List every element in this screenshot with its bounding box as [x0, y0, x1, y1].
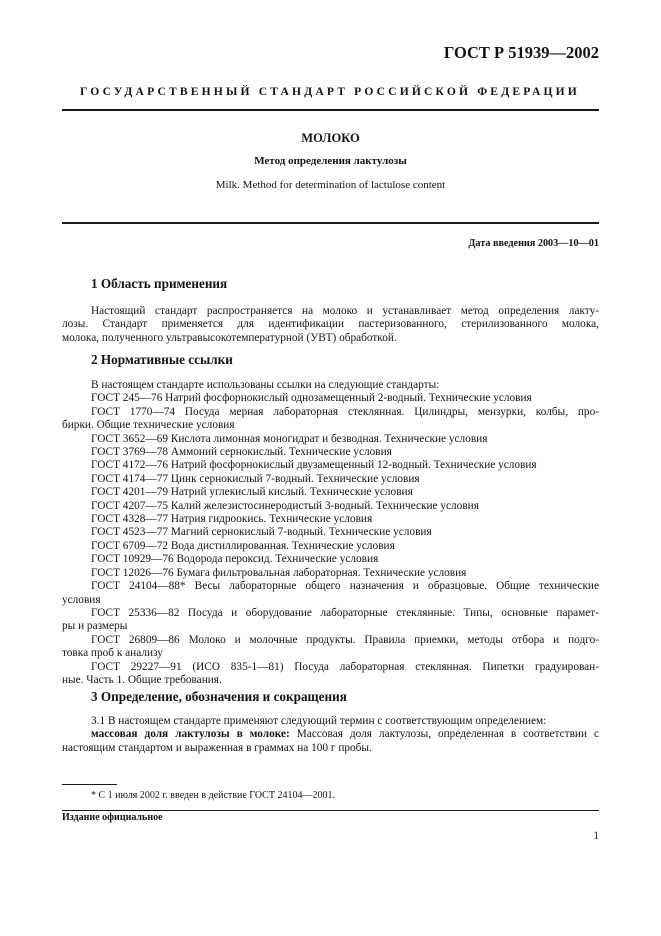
standard-number: ГОСТ Р 51939—2002 [443, 43, 599, 62]
reference-item: ГОСТ 6709—72 Вода дистиллированная. Технические условия [91, 539, 395, 552]
defined-term: массовая доля лактулозы в молоке: [91, 728, 290, 741]
text-line: молока, полученного ультравысокотемпературной (УВТ) обработкой. [62, 331, 397, 344]
references-list [62, 379, 599, 687]
document-subtitle: Метод определения лактулозы [254, 155, 407, 167]
document-title: МОЛОКО [301, 131, 360, 145]
page-number: 1 [593, 830, 599, 842]
section-heading-references: 2 Нормативные ссылки [91, 352, 233, 367]
section-definitions-text [62, 715, 599, 755]
document-title-english: Milk. Method for determination of lactulose content [215, 179, 446, 191]
reference-item: ГОСТ 3652—69 Кислота лимонная моногидрат и безводная. Технические условия [91, 432, 488, 445]
reference-item: ГОСТ 4328—77 Натрия гидроокись. Технические условия [91, 513, 373, 526]
footnote: * С 1 июля 2002 г. введен в действие ГОСТ 24104—2001. [91, 790, 335, 801]
reference-item: ГОСТ 26809—86 Молоко и молочные продукты. Правила приемки, методы отбора и подго- товка проб к анализу [62, 633, 599, 660]
reference-item: ГОСТ 1770—74 Посуда мерная лабораторная стеклянная. Цилиндры, мензурки, колбы, про- бирки. Общие технические условия [62, 405, 599, 432]
section-heading-scope: 1 Область применения [91, 276, 228, 291]
reference-item: ГОСТ 4201—79 Натрий углекислый кислый. Технические условия [91, 486, 413, 499]
reference-item: ГОСТ 29227—91 (ИСО 835-1—81) Посуда лабораторная стеклянная. Пипетки градуирован- ные. Часть 1. Общие требования. [62, 660, 599, 686]
reference-item: ГОСТ 4207—75 Калий железистосинеродистый 3-водный. Технические условия [91, 499, 479, 512]
edition-label: Издание официальное [62, 812, 163, 823]
header-rule [62, 109, 599, 111]
reference-item: ГОСТ 3769—78 Аммоний сернокислый. Технические условия [91, 446, 392, 459]
text-line: Настоящий стандарт распространяется на молоко и устанавливает метод определения лакту- [91, 305, 599, 317]
reference-item: ГОСТ 245—76 Натрий фосфорнокислый однозамещенный 2-водный. Технические условия [91, 392, 532, 405]
intro-date: Дата введения 2003—10—01 [468, 238, 599, 249]
state-standard-header: ГОСУДАРСТВЕННЫЙ СТАНДАРТ РОССИЙСКОЙ ФЕДЕРАЦИИ [80, 85, 580, 98]
reference-item: ГОСТ 25336—82 Посуда и оборудование лабораторные стеклянные. Типы, основные парамет- ры и размеры [62, 606, 599, 633]
reference-item: ГОСТ 10929—76 Водорода пероксид. Технические условия [91, 553, 379, 566]
definition-line-2: настоящим стандартом и выраженная в граммах на 100 г пробы. [62, 741, 372, 754]
reference-item: ГОСТ 12026—76 Бумага фильтровальная лабораторная. Технические условия [91, 566, 467, 579]
definition-line [62, 728, 599, 741]
reference-item: ГОСТ 24104—88* Весы лабораторные общего назначения и образцовые. Общие технические условия [62, 580, 599, 606]
section-scope-text [62, 305, 599, 345]
definition-text: Массовая доля лактулозы, определенная в соответствии с [289, 728, 599, 741]
reference-item: ГОСТ 4172—76 Натрий фосфорнокислый двузамещенный 12-водный. Технические условия [91, 459, 537, 472]
section-heading-definitions: 3 Определение, обозначения и сокращения [91, 689, 347, 704]
text-line: лозы. Стандарт применяется для идентификации пастеризованного, стерилизованного молока, [62, 318, 599, 331]
reference-item: ГОСТ 4523—77 Магний сернокислый 7-водный. Технические условия [91, 526, 432, 539]
title-rule [62, 222, 599, 224]
references-intro: В настоящем стандарте использованы ссылки на следующие стандарты: [91, 379, 440, 391]
footer-rule [62, 810, 599, 811]
clause-text: 3.1 В настоящем стандарте применяют следующий термин с соответствующим определением: [91, 715, 547, 727]
reference-item: ГОСТ 4174—77 Цинк сернокислый 7-водный. Технические условия [91, 472, 420, 485]
footnote-rule [62, 784, 117, 785]
